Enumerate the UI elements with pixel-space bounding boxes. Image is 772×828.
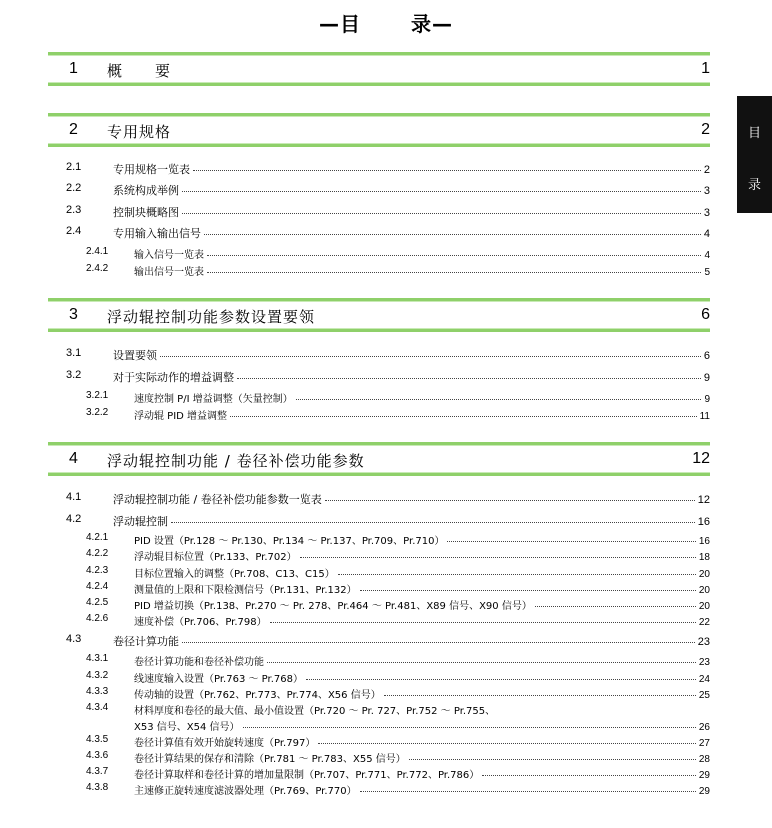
entry-text: PID 增益切换（Pr.138、Pr.270 ～ Pr. 278、Pr.464 ～ Pr.481、X89 信号、X90 信号）	[134, 601, 532, 612]
toc-entry-4-3-7[interactable]	[86, 766, 710, 781]
chapter-heading-1[interactable]	[48, 52, 710, 86]
toc-entry-4-3-4[interactable]	[86, 702, 710, 717]
entry-page: 27	[698, 738, 710, 749]
entry-number: 2.4	[66, 225, 82, 237]
entry-number: 2.3	[66, 204, 82, 216]
chapter-number: 1	[69, 60, 78, 77]
toc-entry-2-2[interactable]	[66, 182, 710, 198]
entry-number: 4.2.3	[86, 565, 109, 576]
dot-leader	[182, 213, 701, 214]
entry-page: 20	[698, 569, 710, 580]
entry-text: 主速修正旋转速度滤波器处理（Pr.769、Pr.770）	[134, 786, 357, 797]
chapter-page: 12	[692, 450, 710, 467]
toc-entry-3-2[interactable]	[66, 369, 710, 385]
dot-leader	[535, 606, 696, 607]
entry-number: 3.2	[66, 369, 82, 381]
dot-leader	[296, 399, 702, 400]
entry-number: 2.1	[66, 161, 82, 173]
entry-page: 24	[698, 674, 710, 685]
toc-entry-4-2-5[interactable]	[86, 597, 710, 612]
dot-leader	[207, 272, 701, 273]
dot-leader	[204, 234, 701, 235]
toc-entry-4-3-8[interactable]	[86, 782, 710, 797]
dot-leader	[360, 590, 696, 591]
chapter-bar	[48, 328, 710, 332]
entry-page: 28	[698, 754, 710, 765]
chapter-heading-3[interactable]	[48, 298, 710, 332]
entry-text: 输出信号一览表	[134, 267, 204, 278]
chapter-bar	[48, 113, 710, 117]
entry-text: 对于实际动作的增益调整	[113, 371, 234, 384]
dot-leader	[325, 500, 695, 501]
entry-page: 4	[703, 228, 710, 240]
entry-text: 专用规格一览表	[113, 163, 190, 176]
entry-number: 4.3.1	[86, 653, 109, 664]
toc-entry-4-3-3[interactable]	[86, 686, 710, 701]
dot-leader	[300, 557, 696, 558]
chapter-title: 浮动辊控制功能 / 卷径补偿功能参数	[107, 452, 365, 470]
entry-number: 4.3.5	[86, 734, 109, 745]
entry-text: 线速度输入设置（Pr.763 ～ Pr.768）	[134, 674, 303, 685]
entry-text: 卷径计算功能	[113, 635, 179, 648]
entry-text: 控制块概略图	[113, 206, 179, 219]
entry-text: 输入信号一览表	[134, 250, 204, 261]
entry-text: 设置要领	[113, 349, 157, 362]
toc-entry-3-2-2[interactable]	[86, 407, 710, 422]
entry-text: 专用输入输出信号	[113, 227, 201, 240]
dot-leader	[267, 662, 696, 663]
chapter-page: 2	[701, 121, 710, 138]
dot-leader	[482, 775, 696, 776]
dot-leader	[243, 727, 696, 728]
entry-text: 浮动辊目标位置（Pr.133、Pr.702）	[134, 552, 297, 563]
chapter-heading-4[interactable]	[48, 442, 710, 476]
entry-page: 12	[697, 494, 710, 506]
entry-number: 3.2.1	[86, 390, 109, 401]
chapter-number: 2	[69, 121, 78, 138]
entry-text: 系统构成举例	[113, 184, 179, 197]
entry-number: 4.2.1	[86, 532, 109, 543]
entry-text: 卷径计算功能和卷径补偿功能	[134, 657, 264, 668]
entry-number: 4.2.6	[86, 613, 109, 624]
toc-entry-4-3-1[interactable]	[86, 653, 710, 668]
dot-leader	[360, 791, 696, 792]
side-tab-char: 录	[747, 178, 761, 193]
toc-entry-2-1[interactable]	[66, 161, 710, 177]
entry-page: 9	[704, 394, 710, 405]
chapter-title: 浮动辊控制功能参数设置要领	[107, 308, 316, 326]
chapter-title: 概 要	[107, 62, 172, 80]
dot-leader	[182, 642, 695, 643]
entry-number: 3.2.2	[86, 407, 109, 418]
dot-leader	[306, 679, 696, 680]
dot-leader	[237, 378, 701, 379]
entry-page: 4	[704, 250, 710, 261]
dot-leader	[230, 416, 697, 417]
dot-leader	[160, 356, 701, 357]
chapter-number: 3	[69, 306, 78, 323]
entry-page: 25	[698, 690, 710, 701]
entry-text: X53 信号、X54 信号）	[134, 722, 240, 733]
entry-number: 4.3.8	[86, 782, 109, 793]
entry-page: 3	[703, 185, 710, 197]
entry-number: 2.4.2	[86, 263, 109, 274]
chapter-bar	[48, 472, 710, 476]
entry-text: 浮动辊控制	[113, 515, 168, 528]
entry-text: 测量值的上限和下限检测信号（Pr.131、Pr.132）	[134, 585, 357, 596]
toc-entry-3-1[interactable]	[66, 347, 710, 363]
side-tab[interactable]	[737, 96, 772, 213]
toc-entry-4-3[interactable]	[66, 633, 710, 649]
entry-page: 20	[698, 585, 710, 596]
entry-text: 传动轴的设置（Pr.762、Pr.773、Pr.774、X56 信号）	[134, 690, 381, 701]
entry-text: 速度控制 P/I 增益调整（矢量控制）	[134, 394, 293, 405]
entry-page: 6	[703, 350, 710, 362]
page-title-right: 录	[411, 12, 432, 36]
dot-leader	[193, 170, 701, 171]
entry-page: 11	[699, 411, 710, 422]
chapter-title: 专用规格	[107, 123, 172, 141]
entry-page: 18	[698, 552, 710, 563]
entry-text: 浮动辊 PID 增益调整	[134, 411, 228, 422]
dot-leader	[318, 743, 696, 744]
entry-text: 卷径计算取样和卷径计算的增加量限制（Pr.707、Pr.771、Pr.772、Pr.786）	[134, 770, 480, 781]
entry-text: PID 设置（Pr.128 ～ Pr.130、Pr.134 ～ Pr.137、Pr.709、Pr.710）	[134, 536, 445, 547]
entry-number: 4.2.5	[86, 597, 109, 608]
entry-page: 5	[704, 267, 710, 278]
entry-page: 16	[698, 536, 710, 547]
entry-text: 卷径计算结果的保存和清除（Pr.781 ～ Pr.783、X55 信号）	[134, 754, 406, 765]
toc-entry-4-1[interactable]	[66, 491, 710, 507]
entry-page: 9	[703, 372, 710, 384]
toc-entry-4-2-1[interactable]	[86, 532, 710, 547]
toc-entry-2-4-1[interactable]	[86, 246, 710, 261]
entry-number: 4.3.4	[86, 702, 109, 713]
chapter-heading-2[interactable]	[48, 113, 710, 147]
entry-number: 4.3.7	[86, 766, 109, 777]
entry-number: 4.2.2	[86, 548, 109, 559]
entry-number: 4.3	[66, 633, 82, 645]
entry-page: 23	[698, 657, 710, 668]
entry-number: 2.4.1	[86, 246, 109, 257]
chapter-bar	[48, 143, 710, 147]
dot-leader	[270, 622, 696, 623]
entry-number: 4.1	[66, 491, 82, 503]
entry-text: 材料厚度和卷径的最大值、最小值设置（Pr.720 ～ Pr. 727、Pr.752 ～ Pr.755、	[134, 706, 496, 717]
dot-leader	[384, 695, 696, 696]
toc-entry-4-3-6[interactable]	[86, 750, 710, 765]
entry-number: 4.3.6	[86, 750, 109, 761]
chapter-number: 4	[69, 450, 78, 467]
entry-page: 26	[698, 722, 710, 733]
toc-entry-2-4-2[interactable]	[86, 263, 710, 278]
dot-leader	[338, 574, 696, 575]
toc-entry-3-2-1[interactable]	[86, 390, 710, 405]
dot-leader	[447, 541, 695, 542]
entry-page: 3	[703, 207, 710, 219]
toc-entry-4-3-5[interactable]	[86, 734, 710, 749]
entry-number: 3.1	[66, 347, 82, 359]
toc-entry-4-2-2[interactable]	[86, 548, 710, 563]
entry-number: 2.2	[66, 182, 82, 194]
entry-text: 卷径计算值有效开始旋转速度（Pr.797）	[134, 738, 316, 749]
entry-text: 浮动辊控制功能 / 卷径补偿功能参数一览表	[113, 493, 322, 506]
dot-leader	[182, 191, 701, 192]
chapter-bar	[48, 82, 710, 86]
entry-page: 29	[698, 786, 710, 797]
entry-text: 目标位置输入的调整（Pr.708、C13、C15）	[134, 569, 335, 580]
chapter-bar	[48, 442, 710, 446]
entry-page: 2	[703, 164, 710, 176]
page-title-left: 目	[340, 12, 361, 36]
entry-number: 4.2	[66, 513, 82, 525]
side-tab-char: 目	[747, 126, 761, 141]
toc-entry-4-2[interactable]	[66, 513, 710, 529]
toc-entry-4-3-4-cont[interactable]	[86, 718, 710, 733]
dot-leader	[409, 759, 696, 760]
entry-page: 16	[697, 516, 710, 528]
entry-number: 4.3.3	[86, 686, 109, 697]
entry-page: 29	[698, 770, 710, 781]
page-title: —目 录—	[319, 12, 453, 36]
entry-text: 速度补偿（Pr.706、Pr.798）	[134, 617, 267, 628]
entry-number: 4.3.2	[86, 670, 109, 681]
chapter-page: 6	[701, 306, 710, 323]
toc-entry-4-2-6[interactable]	[86, 613, 710, 628]
toc-entry-4-2-3[interactable]	[86, 565, 710, 580]
chapter-page: 1	[701, 60, 710, 77]
toc-entry-2-4[interactable]	[66, 225, 710, 241]
toc-entry-4-3-2[interactable]	[86, 670, 710, 685]
chapter-bar	[48, 52, 710, 56]
toc-entry-4-2-4[interactable]	[86, 581, 710, 596]
entry-page: 22	[698, 617, 710, 628]
entry-page: 20	[698, 601, 710, 612]
dot-leader	[171, 522, 695, 523]
entry-number: 4.2.4	[86, 581, 109, 592]
toc-entry-2-3[interactable]	[66, 204, 710, 220]
entry-page: 23	[697, 636, 710, 648]
chapter-bar	[48, 298, 710, 302]
dot-leader	[207, 255, 701, 256]
